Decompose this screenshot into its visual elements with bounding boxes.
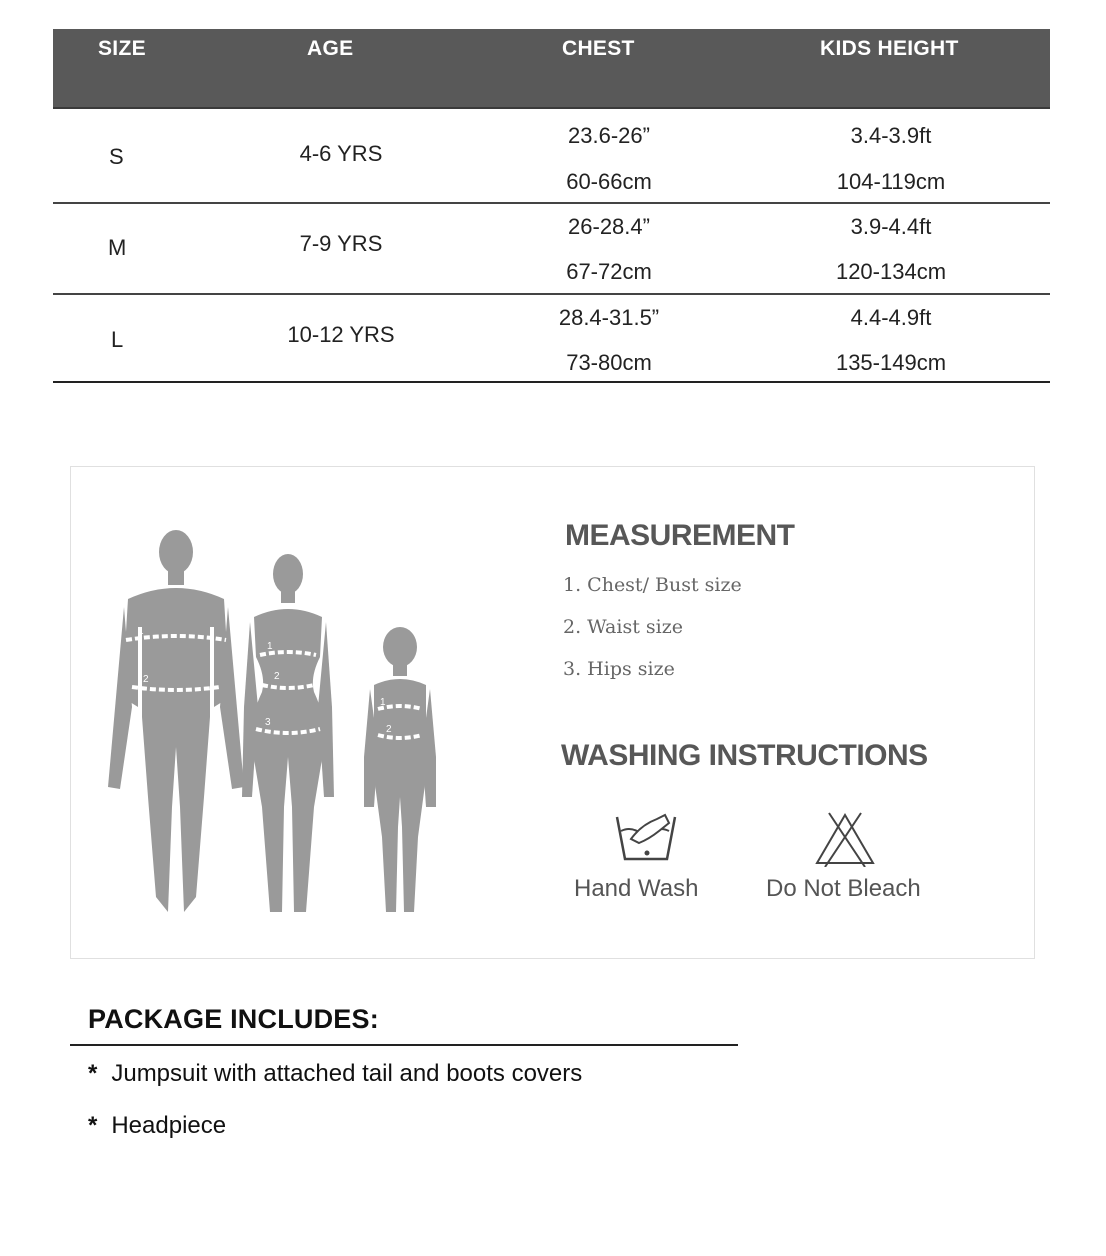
cell-age: 4-6 YRS bbox=[299, 141, 383, 166]
cell-size: L bbox=[111, 327, 124, 352]
cell-height-ft: 4.4-4.9ft bbox=[850, 305, 932, 330]
body-figures-illustration bbox=[88, 507, 463, 927]
cell-chest-cm: 73-80cm bbox=[566, 350, 652, 375]
no-bleach-label: Do Not Bleach bbox=[766, 875, 921, 902]
cell-chest-cm: 60-66cm bbox=[566, 169, 652, 194]
table-row-m bbox=[53, 204, 1050, 295]
cell-height-cm: 120-134cm bbox=[835, 259, 947, 284]
package-divider bbox=[70, 1044, 738, 1046]
hand-wash-label: Hand Wash bbox=[574, 875, 699, 902]
header-kids-height: KIDS HEIGHT bbox=[820, 37, 959, 60]
hand-wash-icon bbox=[611, 809, 681, 865]
man-figure bbox=[108, 530, 244, 912]
cell-chest-in: 26-28.4” bbox=[568, 214, 650, 239]
package-item-text: Jumpsuit with attached tail and boots covers bbox=[111, 1060, 583, 1087]
cell-chest-in: 23.6-26” bbox=[568, 123, 650, 148]
no-bleach-icon bbox=[813, 811, 877, 867]
cell-height-cm: 104-119cm bbox=[836, 169, 946, 194]
package-item bbox=[88, 1060, 582, 1088]
tape-label-1: 1 bbox=[267, 641, 273, 652]
table-row-s bbox=[53, 109, 1050, 204]
package-item-text: Headpiece bbox=[111, 1112, 227, 1139]
measurement-item-hips: 3. Hips size bbox=[563, 658, 675, 680]
bullet-star: * bbox=[88, 1060, 98, 1087]
washing-title: WASHING INSTRUCTIONS bbox=[561, 739, 928, 772]
cell-height-cm: 135-149cm bbox=[835, 350, 947, 375]
cell-chest-cm: 67-72cm bbox=[566, 259, 652, 284]
header-chest: CHEST bbox=[562, 37, 635, 60]
tape-label-1: 1 bbox=[138, 626, 144, 637]
bullet-star: * bbox=[88, 1112, 98, 1139]
package-item bbox=[88, 1112, 226, 1140]
table-row-l bbox=[53, 295, 1050, 383]
header-age: AGE bbox=[307, 37, 354, 60]
tape-label-1: 1 bbox=[380, 697, 386, 708]
measurement-item-waist: 2. Waist size bbox=[563, 616, 683, 638]
measurement-title: MEASUREMENT bbox=[565, 519, 795, 552]
cell-age: 10-12 YRS bbox=[287, 322, 395, 347]
package-includes-title: PACKAGE INCLUDES: bbox=[88, 1004, 379, 1034]
tape-label-3: 3 bbox=[265, 717, 271, 728]
tape-label-2: 2 bbox=[386, 724, 392, 735]
tape-label-2: 2 bbox=[143, 674, 149, 685]
cell-chest-in: 28.4-31.5” bbox=[558, 305, 660, 330]
header-size: SIZE bbox=[98, 37, 146, 60]
cell-size: S bbox=[109, 144, 124, 169]
info-panel bbox=[70, 466, 1035, 959]
cell-age: 7-9 YRS bbox=[299, 231, 383, 256]
cell-height-ft: 3.9-4.4ft bbox=[850, 214, 932, 239]
cell-height-ft: 3.4-3.9ft bbox=[850, 123, 932, 148]
table-header bbox=[53, 29, 1050, 109]
measurement-item-chest: 1. Chest/ Bust size bbox=[563, 574, 742, 596]
cell-size: M bbox=[108, 235, 127, 260]
tape-label-2: 2 bbox=[274, 671, 280, 682]
child-figure bbox=[364, 627, 436, 912]
size-chart-table bbox=[53, 29, 1050, 383]
